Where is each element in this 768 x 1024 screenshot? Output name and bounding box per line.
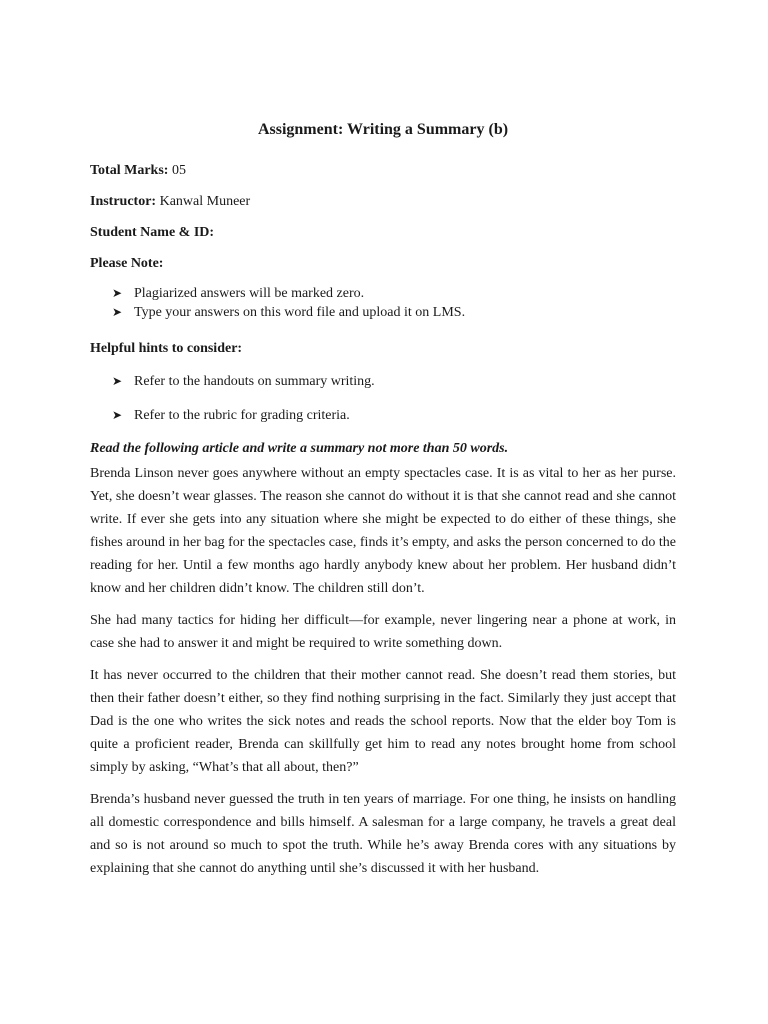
document-title: Assignment: Writing a Summary (b) [257, 121, 509, 138]
instructor-field [90, 193, 676, 211]
please-note-label: Please Note: [90, 256, 164, 271]
instructor-label: Instructor: [90, 194, 157, 209]
arrow-bullet-icon: ➤ [112, 286, 123, 300]
student-label: Student Name & ID: [90, 225, 215, 240]
list-item [112, 406, 676, 425]
hints-list [90, 372, 676, 425]
arrow-bullet-icon: ➤ [112, 305, 123, 319]
article-instruction: Read the following article and write a summary not more than 50 words. [90, 441, 509, 456]
please-note-list [90, 284, 676, 322]
list-item [112, 284, 676, 303]
total-marks-field [90, 162, 676, 180]
total-marks-value: 05 [168, 163, 186, 178]
arrow-bullet-icon: ➤ [112, 408, 123, 422]
article-paragraph: She had many tactics for hiding her difficult—for example, never lingering near a phone at work, in case she had to answer it and might be required to write something down. [90, 613, 676, 651]
arrow-bullet-icon: ➤ [112, 374, 123, 388]
total-marks-label: Total Marks: [90, 163, 169, 178]
hints-label: Helpful hints to consider: [90, 341, 243, 356]
note-item-text: Plagiarized answers will be marked zero. [134, 286, 365, 301]
document-page [90, 120, 676, 889]
list-item [112, 372, 676, 391]
list-item [112, 303, 676, 322]
article-paragraph: Brenda’s husband never guessed the truth in ten years of marriage. For one thing, he insists on handling all domestic correspondence and bills himself. A salesman for a large company, he travels a great deal and so is not around so much to spot the truth. While he’s away Brenda cores with any situations by explaining that she cannot do anything until she’s discussed it with her husband. [90, 792, 676, 876]
student-field [90, 224, 676, 242]
hint-item-text: Refer to the rubric for grading criteria. [134, 408, 350, 423]
note-item-text: Type your answers on this word file and upload it on LMS. [134, 305, 466, 320]
please-note-heading [90, 255, 676, 273]
instructor-value: Kanwal Muneer [156, 194, 251, 209]
hint-item-text: Refer to the handouts on summary writing. [134, 374, 375, 389]
article-paragraph: Brenda Linson never goes anywhere without an empty spectacles case. It is as vital to her as her purse. Yet, she doesn’t wear glasses. The reason she cannot do without it is that she cannot read and she cannot write. If ever she gets into any situation where she might be expected to do either of these things, she fishes around in her bag for the spectacles case, finds it’s empty, and asks the person concerned to do the reading for her. Until a few months ago hardly anybody knew about her problem. Her husband didn’t know and her children didn’t know. The children still don’t. [90, 466, 676, 596]
hints-heading [90, 340, 676, 358]
article-paragraph: It has never occurred to the children that their mother cannot read. She doesn’t read them stories, but then their father doesn’t either, so they find nothing surprising in the fact. Similarly they just accept that Dad is the one who writes the sick notes and reads the school reports. Now that the elder boy Tom is quite a proficient reader, Brenda can skillfully get him to read any notes brought home from school simply by asking, “What’s that all about, then?” [90, 668, 676, 775]
